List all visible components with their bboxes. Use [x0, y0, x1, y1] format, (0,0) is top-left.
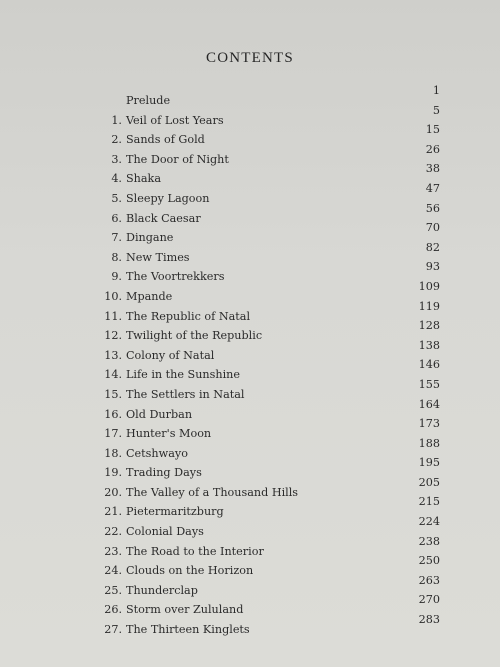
- chapter-title: The Thirteen Kinglets: [126, 623, 250, 637]
- page-number: 238: [418, 534, 440, 548]
- page-number: 70: [425, 221, 440, 235]
- page-number: 82: [425, 240, 440, 254]
- chapter-number: 5.: [111, 191, 122, 205]
- chapter-title: The Republic of Natal: [126, 309, 251, 323]
- chapter-title: Prelude: [126, 94, 171, 107]
- page-number: 47: [425, 181, 440, 195]
- page-number: 195: [418, 456, 440, 470]
- chapter-title: Mpande: [126, 289, 173, 303]
- toc-entry: [104, 358, 444, 382]
- toc-entry: [104, 84, 444, 107]
- page-number: 263: [418, 573, 440, 587]
- toc-entry: [104, 417, 444, 441]
- chapter-number: 10.: [104, 289, 122, 303]
- page-number: 93: [425, 260, 440, 274]
- chapter-number: 19.: [104, 466, 122, 480]
- chapter-number: 21.: [104, 505, 122, 519]
- chapter-number: 26.: [104, 603, 122, 617]
- page-number: 173: [418, 417, 440, 431]
- page-number: 155: [418, 377, 440, 391]
- toc-entry: [104, 436, 444, 460]
- chapter-title: Life in the Sunshine: [126, 368, 240, 382]
- chapter-number: 24.: [104, 564, 122, 578]
- toc-entry: [104, 397, 444, 421]
- chapter-number: 23.: [104, 544, 122, 558]
- chapter-title: Clouds on the Horizon: [126, 564, 254, 578]
- chapter-number: 27.: [104, 623, 122, 637]
- chapter-title: Sands of Gold: [126, 133, 205, 147]
- toc-entry: [104, 377, 444, 401]
- chapter-number: 9.: [111, 270, 122, 284]
- page-number: 119: [418, 299, 440, 313]
- toc-entry: [104, 181, 444, 205]
- toc-entry: [104, 103, 444, 127]
- chapter-number: 20.: [104, 485, 122, 499]
- chapter-title: Colony of Natal: [126, 348, 215, 362]
- page-number: 215: [418, 495, 440, 509]
- chapter-title: Black Caesar: [126, 211, 201, 225]
- page-number: 128: [418, 319, 440, 333]
- page-number: 205: [418, 475, 440, 489]
- page-number: 138: [418, 338, 440, 352]
- chapter-number: 6.: [111, 211, 122, 225]
- chapter-title: The Settlers in Natal: [126, 387, 245, 401]
- toc-entry: [104, 240, 444, 264]
- toc-entry: [104, 613, 444, 637]
- toc-entry: [104, 515, 444, 539]
- chapter-title: Veil of Lost Years: [126, 113, 224, 127]
- chapter-number: 3.: [111, 152, 122, 166]
- page-number: 146: [418, 358, 440, 372]
- page-number: 109: [418, 279, 440, 293]
- chapter-title: The Voortrekkers: [126, 270, 225, 284]
- toc-entry: [104, 142, 444, 166]
- chapter-title: The Valley of a Thousand Hills: [126, 485, 299, 499]
- page-number: 250: [418, 554, 440, 568]
- toc-entry: [104, 534, 444, 558]
- toc-entry: [104, 593, 444, 617]
- chapter-title: The Door of Night: [126, 152, 229, 166]
- chapter-number: 2.: [111, 133, 122, 147]
- toc-entry: [104, 475, 444, 499]
- page-number: 26: [425, 142, 440, 156]
- page-number: 224: [418, 515, 440, 529]
- chapter-title: Old Durban: [126, 407, 193, 421]
- chapter-title: Pietermaritzburg: [126, 505, 224, 519]
- page-number: 1: [432, 84, 440, 97]
- chapter-number: 7.: [111, 231, 122, 245]
- chapter-title: Hunter's Moon: [126, 427, 212, 441]
- page-number: 283: [418, 613, 440, 627]
- toc-entry: [104, 279, 444, 303]
- chapter-number: 14.: [104, 368, 122, 382]
- chapter-number: 11.: [104, 309, 122, 323]
- table-of-contents: [104, 84, 444, 637]
- chapter-title: Sleepy Lagoon: [126, 191, 210, 205]
- chapter-number: 1.: [111, 113, 122, 127]
- chapter-number: 13.: [104, 348, 122, 362]
- chapter-title: Thunderclap: [126, 583, 198, 597]
- page-number: 188: [418, 436, 440, 450]
- toc-entry: [104, 221, 444, 245]
- toc-entry: [104, 319, 444, 343]
- chapter-number: 12.: [104, 329, 122, 343]
- toc-entry: [104, 338, 444, 362]
- chapter-title: Shaka: [126, 172, 161, 186]
- page-number: 164: [418, 397, 440, 411]
- toc-entry: [104, 456, 444, 480]
- toc-entry: [104, 162, 444, 186]
- chapter-number: 25.: [104, 583, 122, 597]
- toc-entry: [104, 554, 444, 578]
- toc-entry: [104, 123, 444, 147]
- toc-entry: [104, 573, 444, 597]
- page-number: 38: [425, 162, 440, 176]
- chapter-number: 22.: [104, 525, 122, 539]
- page-number: 270: [418, 593, 440, 607]
- chapter-number: 16.: [104, 407, 122, 421]
- chapter-number: 4.: [111, 172, 122, 186]
- page-title: CONTENTS: [206, 50, 294, 66]
- chapter-number: 8.: [111, 250, 122, 264]
- toc-entry: [104, 299, 444, 323]
- chapter-title: New Times: [126, 250, 190, 264]
- chapter-title: The Road to the Interior: [126, 544, 264, 558]
- page-number: 5: [432, 103, 440, 117]
- chapter-title: Storm over Zululand: [126, 603, 244, 617]
- chapter-number: 17.: [104, 427, 122, 441]
- chapter-number: 18.: [104, 446, 122, 460]
- chapter-title: Twilight of the Republic: [126, 329, 263, 343]
- toc-entry: [104, 495, 444, 519]
- chapter-title: Colonial Days: [126, 525, 204, 539]
- chapter-title: Trading Days: [126, 466, 202, 480]
- toc-entry: [104, 201, 444, 225]
- chapter-title: Dingane: [126, 231, 174, 245]
- toc-entry: [104, 260, 444, 284]
- chapter-number: 15.: [104, 387, 122, 401]
- chapter-title: Cetshwayo: [126, 446, 188, 460]
- page-number: 56: [425, 201, 440, 215]
- page-number: 15: [425, 123, 440, 137]
